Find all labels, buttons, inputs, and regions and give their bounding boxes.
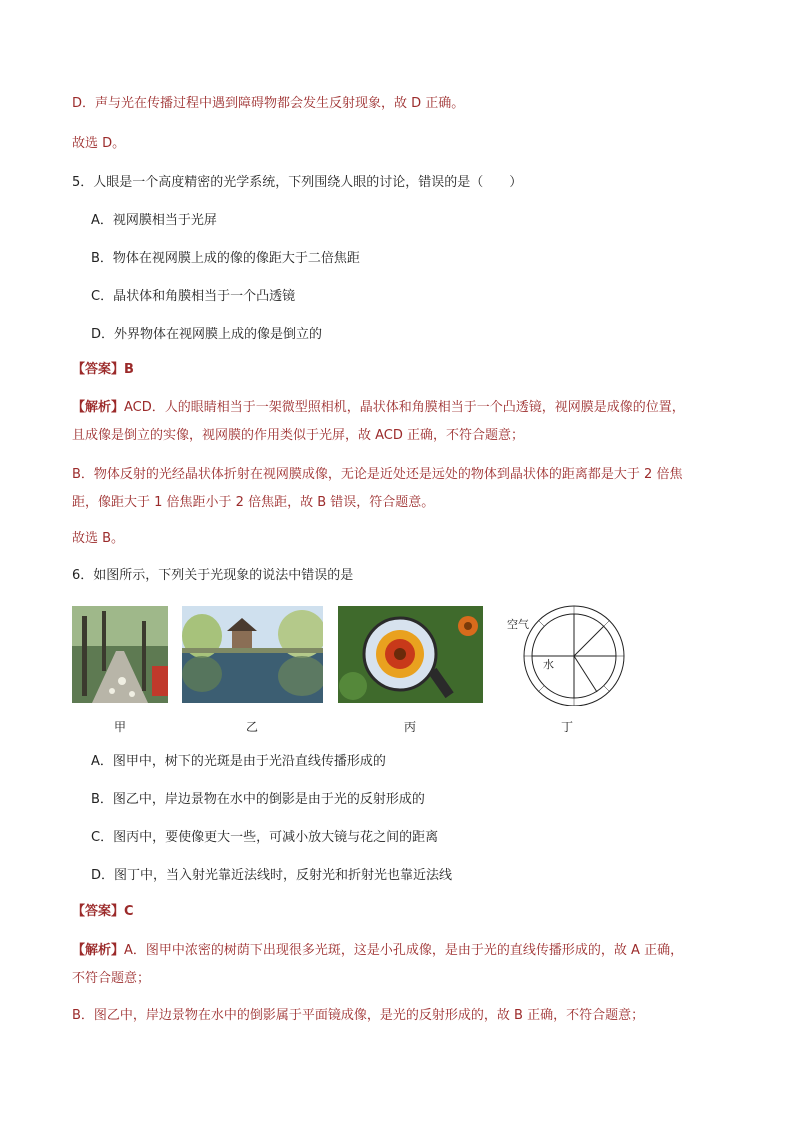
photo-jia-tree-shade	[72, 606, 168, 703]
caption-bing: 丙	[403, 720, 416, 734]
q5-select: 故选 B。	[72, 531, 125, 546]
q6-option-a: A．图甲中，树下的光斑是由于光沿直线传播形成的	[91, 754, 386, 769]
q6-option-c: C．图丙中，要使像更大一些，可减小放大镜与花之间的距离	[91, 830, 439, 845]
caption-yi: 乙	[245, 720, 258, 734]
q5-option-d: D．外界物体在视网膜上成的像是倒立的	[91, 327, 323, 342]
q5-analysis-line-3: B．物体反射的光经晶状体折射在视网膜成像，无论是近处还是远处的物体到晶状体的距离都是大于 2 倍焦	[72, 467, 683, 482]
prev-option-d: D．声与光在传播过程中遇到障碍物都会发生反射现象，故 D 正确。	[72, 96, 465, 111]
q6-analysis-line-2: 不符合题意；	[72, 971, 151, 986]
q5-answer: 【答案】B	[72, 362, 134, 377]
label-water: 水	[543, 658, 554, 671]
q6-analysis-line-3: B．图乙中，岸边景物在水中的倒影属于平面镜成像，是光的反射形成的，故 B 正确，不符合题意；	[72, 1008, 645, 1023]
caption-ding: 丁	[560, 720, 573, 734]
q6-answer: 【答案】C	[72, 904, 134, 919]
label-air: 空气	[507, 618, 529, 631]
diagram-ding-refraction	[497, 604, 627, 706]
q5-option-b: B．物体在视网膜上成的像的像距大于二倍焦距	[91, 251, 360, 266]
q5-analysis-line-4: 距，像距大于 1 倍焦距小于 2 倍焦距，故 B 错误，符合题意。	[72, 495, 435, 510]
q5-option-a: A．视网膜相当于光屏	[91, 213, 217, 228]
q5-analysis-line-2: 且成像是倒立的实像，视网膜的作用类似于光屏，故 ACD 正确，不符合题意；	[72, 428, 525, 443]
q5-analysis-line-1: 【解析】ACD．人的眼睛相当于一架微型照相机，晶状体和角膜相当于一个凸透镜，视网膜是成像的位置，	[72, 400, 685, 415]
q6-stem: 6．如图所示，下列关于光现象的说法中错误的是	[72, 568, 354, 583]
photo-yi-lake-reflection	[182, 606, 323, 703]
prev-select: 故选 D。	[72, 136, 126, 151]
caption-jia: 甲	[113, 720, 126, 734]
photo-bing-magnifier-flower	[338, 606, 483, 703]
q6-option-d: D．图丁中，当入射光靠近法线时，反射光和折射光也靠近法线	[91, 868, 453, 883]
q6-analysis-line-1: 【解析】A．图甲中浓密的树荫下出现很多光斑，这是小孔成像，是由于光的直线传播形成的，故 A 正确，	[72, 943, 684, 958]
q5-stem: 5．人眼是一个高度精密的光学系统，下列围绕人眼的讨论，错误的是（ ）	[72, 175, 523, 190]
q6-option-b: B．图乙中，岸边景物在水中的倒影是由于光的反射形成的	[91, 792, 425, 807]
q5-option-c: C．晶状体和角膜相当于一个凸透镜	[91, 289, 296, 304]
